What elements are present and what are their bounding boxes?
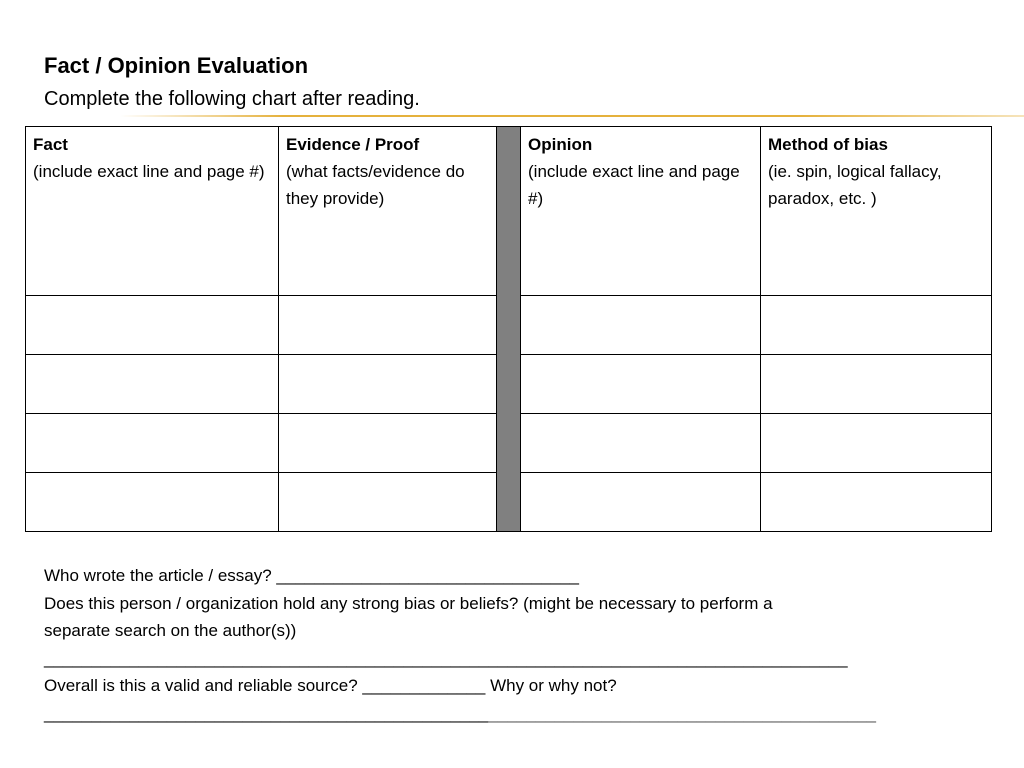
- questions-block: [44, 562, 1004, 727]
- bias-header-label: Method of bias: [768, 135, 888, 154]
- evidence-cell[interactable]: [279, 414, 497, 473]
- fact-cell[interactable]: [26, 473, 279, 532]
- table-header-row: [26, 127, 992, 296]
- validity-answer-line: [44, 700, 1004, 728]
- evidence-cell[interactable]: [279, 473, 497, 532]
- bias-cell[interactable]: [761, 414, 992, 473]
- opinion-cell[interactable]: [521, 355, 761, 414]
- fact-cell[interactable]: [26, 414, 279, 473]
- page-subtitle: Complete the following chart after reading.: [44, 88, 420, 110]
- evidence-header-cell: [279, 127, 497, 296]
- validity-answer-line-b: _________________________________________: [488, 703, 877, 723]
- bias-question-continued: separate search on the author(s)): [44, 621, 297, 640]
- opinion-cell[interactable]: [521, 473, 761, 532]
- bias-cell[interactable]: [761, 473, 992, 532]
- fact-cell[interactable]: [26, 355, 279, 414]
- bias-question: Does this person / organization hold any strong bias or beliefs? (might be necessary to perform a: [44, 593, 773, 613]
- evaluation-table: [25, 126, 992, 532]
- fact-cell[interactable]: [26, 296, 279, 355]
- evidence-header-label: Evidence / Proof: [286, 135, 420, 154]
- bias-cell[interactable]: [761, 355, 992, 414]
- fact-header-cell: [26, 127, 279, 296]
- bias-answer-line: _____________________________________________________________________________________: [44, 648, 848, 668]
- opinion-header-label: Opinion: [528, 135, 593, 154]
- opinion-header-cell: [521, 127, 761, 296]
- bias-header-cell: [761, 127, 992, 296]
- opinion-cell[interactable]: [521, 296, 761, 355]
- fact-header-sub: (include exact line and page #): [33, 162, 265, 181]
- validity-answer-line-a: _______________________________________________: [44, 703, 489, 723]
- evidence-cell[interactable]: [279, 296, 497, 355]
- evidence-header-sub: (what facts/evidence do they provide): [286, 162, 465, 208]
- accent-divider: [120, 115, 1024, 117]
- bias-header-sub: (ie. spin, logical fallacy, paradox, etc. ): [768, 162, 942, 208]
- column-divider: [497, 127, 521, 532]
- opinion-header-sub: (include exact line and page #): [528, 162, 740, 208]
- evidence-cell[interactable]: [279, 355, 497, 414]
- page-title: Fact / Opinion Evaluation: [44, 53, 309, 78]
- opinion-cell[interactable]: [521, 414, 761, 473]
- author-question: Who wrote the article / essay? ________________________________: [44, 566, 579, 585]
- fact-header-label: Fact: [33, 135, 68, 154]
- bias-cell[interactable]: [761, 296, 992, 355]
- validity-question: Overall is this a valid and reliable source? _____________ Why or why not?: [44, 676, 617, 695]
